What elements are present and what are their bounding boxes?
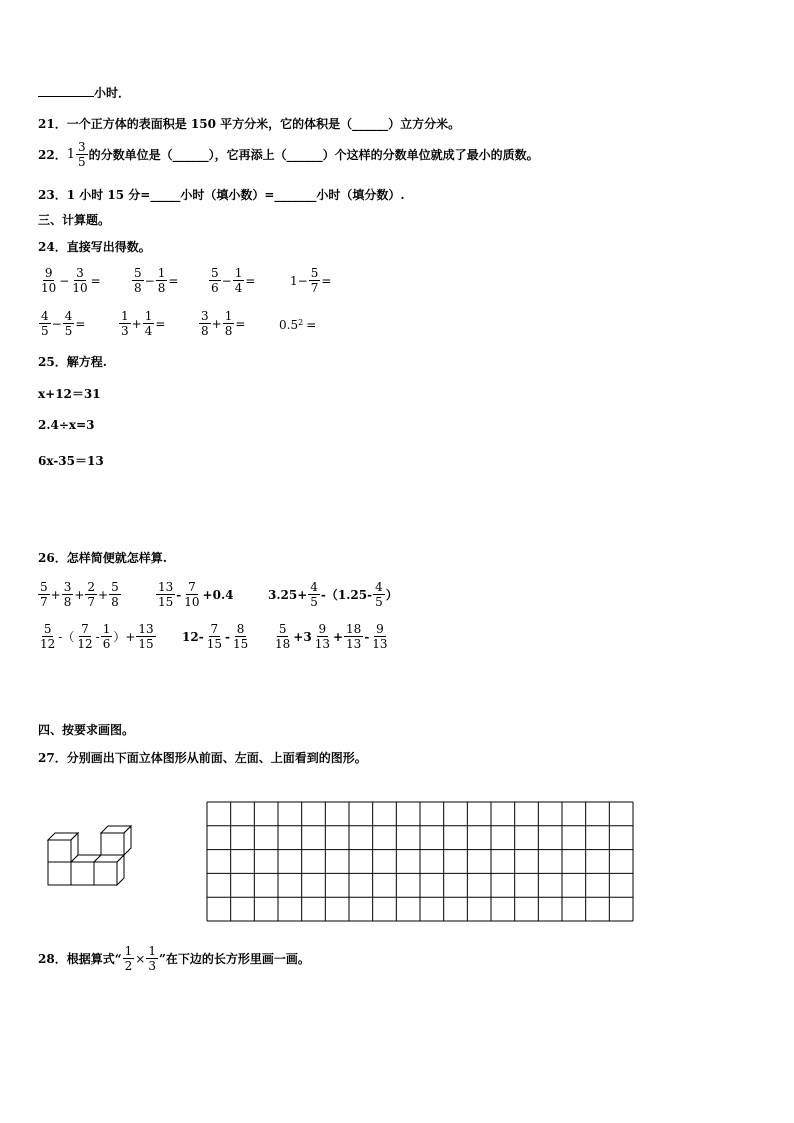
question-number: 21． [38, 117, 67, 131]
numerator: 4 [310, 580, 318, 594]
operand: ）+ [113, 630, 136, 644]
fraction [223, 309, 235, 338]
calc-item [279, 318, 316, 332]
numerator: 4 [64, 309, 73, 323]
answer-blank[interactable]: _______ [274, 188, 317, 202]
denominator: 15 [158, 595, 174, 609]
operator: - [224, 629, 230, 644]
numerator: 5 [111, 580, 119, 594]
calc-item [118, 309, 165, 338]
denominator: 5 [41, 324, 49, 338]
operator: + [74, 587, 85, 602]
denominator: 15 [138, 637, 154, 651]
equals-sign: = [245, 273, 256, 288]
numerator: 1 [124, 944, 133, 958]
numerator: 1 [148, 944, 156, 958]
denominator: 13 [346, 637, 362, 651]
equation-2: 2.4÷x=3 [38, 418, 95, 432]
denominator: 3 [148, 959, 156, 973]
question-text: 分别画出下面立体图形从前面、左面、上面看到的图形。 [66, 751, 367, 765]
question-text: 怎样简便就怎样算. [66, 551, 167, 565]
question-25-title [38, 354, 107, 370]
question-number: 26． [38, 551, 67, 565]
fraction [233, 266, 245, 295]
answer-blank[interactable]: ______ [352, 117, 389, 131]
denominator: 13 [372, 637, 388, 651]
numerator: 9 [376, 622, 384, 636]
numerator: 2 [87, 580, 96, 594]
operator: + [332, 629, 344, 644]
operand: +3 [293, 629, 312, 644]
fraction [109, 580, 121, 609]
exponent: 2 [298, 317, 304, 327]
answer-blank[interactable]: _____ [150, 188, 181, 202]
equals-sign: = [90, 273, 101, 288]
question-text: ）立方分米。 [388, 117, 461, 131]
question-text: 的分数单位是（ [88, 148, 173, 162]
calc-item [38, 309, 85, 338]
numerator: 1 [144, 309, 153, 323]
fraction [182, 580, 201, 609]
calc-item [38, 266, 101, 295]
calc-item [37, 622, 157, 651]
numerator: 5 [278, 622, 287, 636]
equals-sign: = [75, 316, 86, 331]
operator: + [211, 316, 222, 331]
numerator: 7 [210, 622, 219, 636]
numerator: 13 [138, 622, 154, 636]
numerator: 5 [134, 266, 142, 280]
calc-item [208, 266, 255, 295]
denominator: 8 [111, 595, 119, 609]
numerator: 1 [234, 266, 243, 280]
mixed-number [67, 140, 89, 169]
fraction [39, 266, 58, 295]
operand: 3.25+ [268, 587, 308, 602]
question-text: 小时（填分数）. [316, 188, 405, 202]
calc-item [198, 309, 245, 338]
numerator: 9 [318, 622, 327, 636]
denominator: 13 [314, 637, 330, 651]
question-text: 1 小时 15 分= [66, 188, 151, 202]
denominator: 10 [184, 595, 200, 609]
operand: -（1.25- [320, 588, 373, 602]
operator: − [51, 316, 62, 331]
fraction [119, 309, 131, 338]
calc-item [131, 266, 178, 295]
operator: - [364, 629, 370, 644]
numerator: 3 [76, 266, 84, 280]
numerator: 5 [211, 266, 219, 280]
question-number: 24． [38, 240, 67, 254]
calc-item [155, 580, 233, 609]
fraction [209, 266, 221, 295]
denominator: 15 [206, 637, 222, 651]
numerator: 5 [43, 622, 52, 636]
denominator: 5 [310, 595, 318, 609]
question-23 [38, 187, 405, 203]
denominator: 3 [121, 324, 129, 338]
operand: 12- [182, 629, 204, 644]
question-text: ）个这样的分数单位就成了最小的质数。 [322, 148, 539, 162]
section-4-heading: 四、按要求画图。 [38, 723, 135, 737]
calc-item [37, 580, 122, 609]
fraction [370, 622, 389, 651]
numerator: 3 [201, 309, 209, 323]
numerator: 5 [310, 266, 319, 280]
fraction [273, 622, 292, 651]
operator: + [131, 316, 142, 331]
fraction [123, 944, 135, 973]
question-number: 22． [38, 148, 67, 162]
question-28 [38, 944, 310, 973]
fraction [75, 622, 94, 651]
question-text: 直接写出得数。 [66, 240, 151, 254]
fraction [344, 622, 363, 651]
fraction [63, 309, 75, 338]
fraction [205, 622, 224, 651]
numerator: 1 [157, 266, 166, 280]
denominator: 10 [72, 281, 88, 295]
grid-paper[interactable] [206, 801, 634, 922]
denominator: 8 [157, 281, 166, 295]
operand: ） [385, 588, 398, 602]
equation-3: 6x-35＝13 [38, 454, 104, 468]
cube-figure [40, 822, 140, 892]
calc-item [272, 622, 391, 651]
denominator: 18 [275, 637, 291, 651]
question-text: 解方程. [66, 355, 107, 369]
operator: − [59, 273, 70, 288]
denominator: 6 [102, 637, 111, 651]
question-text: 根据算式“ [66, 952, 122, 966]
numerator: 18 [346, 622, 362, 636]
numerator: 13 [158, 580, 174, 594]
operator: − [221, 273, 232, 288]
question-26-title [38, 550, 167, 566]
calc-item [268, 580, 398, 609]
denominator: 4 [144, 324, 153, 338]
fraction [308, 580, 320, 609]
q20-tail [38, 84, 130, 101]
denominator: 5 [77, 155, 86, 169]
section-3-heading: 三、计算题。 [38, 213, 111, 227]
question-number: 23． [38, 188, 67, 202]
question-24-title [38, 239, 151, 255]
calc-item [182, 622, 251, 651]
fraction [156, 266, 168, 295]
question-text: ），它再添上（ [208, 148, 287, 162]
numerator: 9 [44, 266, 53, 280]
operand: 1− [290, 273, 308, 288]
denominator: 2 [124, 959, 133, 973]
question-text: ”在下边的长方形里画一画。 [158, 952, 310, 966]
denominator: 5 [375, 595, 383, 609]
denominator: 7 [310, 281, 319, 295]
denominator: 12 [40, 637, 56, 651]
denominator: 5 [64, 324, 73, 338]
question-value: 150 [190, 117, 216, 131]
numerator: 7 [81, 622, 89, 636]
numerator: 5 [40, 580, 48, 594]
denominator: 7 [40, 595, 48, 609]
numerator: 7 [188, 580, 196, 594]
equation-1: x+12＝31 [38, 387, 101, 401]
answer-blank[interactable] [38, 84, 94, 97]
question-text: 小时（填小数）= [180, 188, 275, 202]
fraction [231, 622, 250, 651]
question-number: 27． [38, 751, 67, 765]
denominator: 15 [232, 637, 249, 651]
fraction [39, 309, 51, 338]
question-text: 平方分米，它的体积是（ [220, 117, 353, 131]
operand: 0.5 [279, 318, 299, 332]
fraction [309, 266, 321, 295]
equals-sign: = [235, 316, 246, 331]
answer-blank[interactable]: ______ [286, 147, 323, 162]
fraction [146, 944, 158, 973]
denominator: 6 [211, 281, 219, 295]
numerator: 1 [121, 309, 129, 323]
fraction [101, 622, 113, 651]
denominator: 12 [77, 637, 93, 651]
operator: + [50, 587, 61, 602]
whole-part: 1 [66, 147, 75, 162]
question-text: 一个正方体的表面积是 [66, 117, 187, 131]
question-number: 25． [38, 355, 67, 369]
operator: - [95, 629, 100, 644]
fraction [136, 622, 155, 651]
denominator: 4 [234, 281, 243, 295]
fraction [38, 622, 57, 651]
numerator: 8 [236, 622, 245, 636]
fraction [38, 580, 50, 609]
numerator: 1 [224, 309, 233, 323]
denominator: 8 [224, 324, 233, 338]
operator: - [176, 587, 182, 602]
numerator: 3 [77, 140, 86, 154]
fraction [76, 140, 88, 169]
operator: + [98, 587, 109, 602]
equals-sign: = [321, 273, 332, 288]
numerator: 1 [102, 622, 111, 636]
numerator: 4 [41, 309, 49, 323]
denominator: 7 [87, 595, 96, 609]
denominator: 8 [134, 281, 142, 295]
equals-sign: = [155, 316, 166, 331]
question-number: 28． [38, 952, 67, 966]
numerator: 4 [375, 580, 383, 594]
q20-tail-text: 小时． [94, 86, 131, 100]
fraction [313, 622, 332, 651]
fraction [373, 580, 385, 609]
denominator: 10 [41, 281, 57, 295]
fraction [199, 309, 211, 338]
operand: -（ [58, 630, 75, 644]
fraction [132, 266, 144, 295]
answer-blank[interactable]: ______ [172, 147, 209, 162]
question-22 [38, 140, 539, 169]
denominator: 8 [201, 324, 209, 338]
calc-item [290, 266, 331, 295]
operator: − [144, 273, 155, 288]
numerator: 3 [63, 580, 72, 594]
question-27-title [38, 750, 367, 766]
denominator: 8 [63, 595, 72, 609]
equals-sign: = [168, 273, 179, 288]
operator: × [135, 951, 146, 966]
question-21 [38, 116, 460, 132]
operand: +0.4 [202, 587, 234, 602]
fraction [85, 580, 97, 609]
fraction [156, 580, 175, 609]
fraction [70, 266, 89, 295]
fraction [62, 580, 74, 609]
equals-sign: = [306, 318, 317, 332]
fraction [143, 309, 155, 338]
